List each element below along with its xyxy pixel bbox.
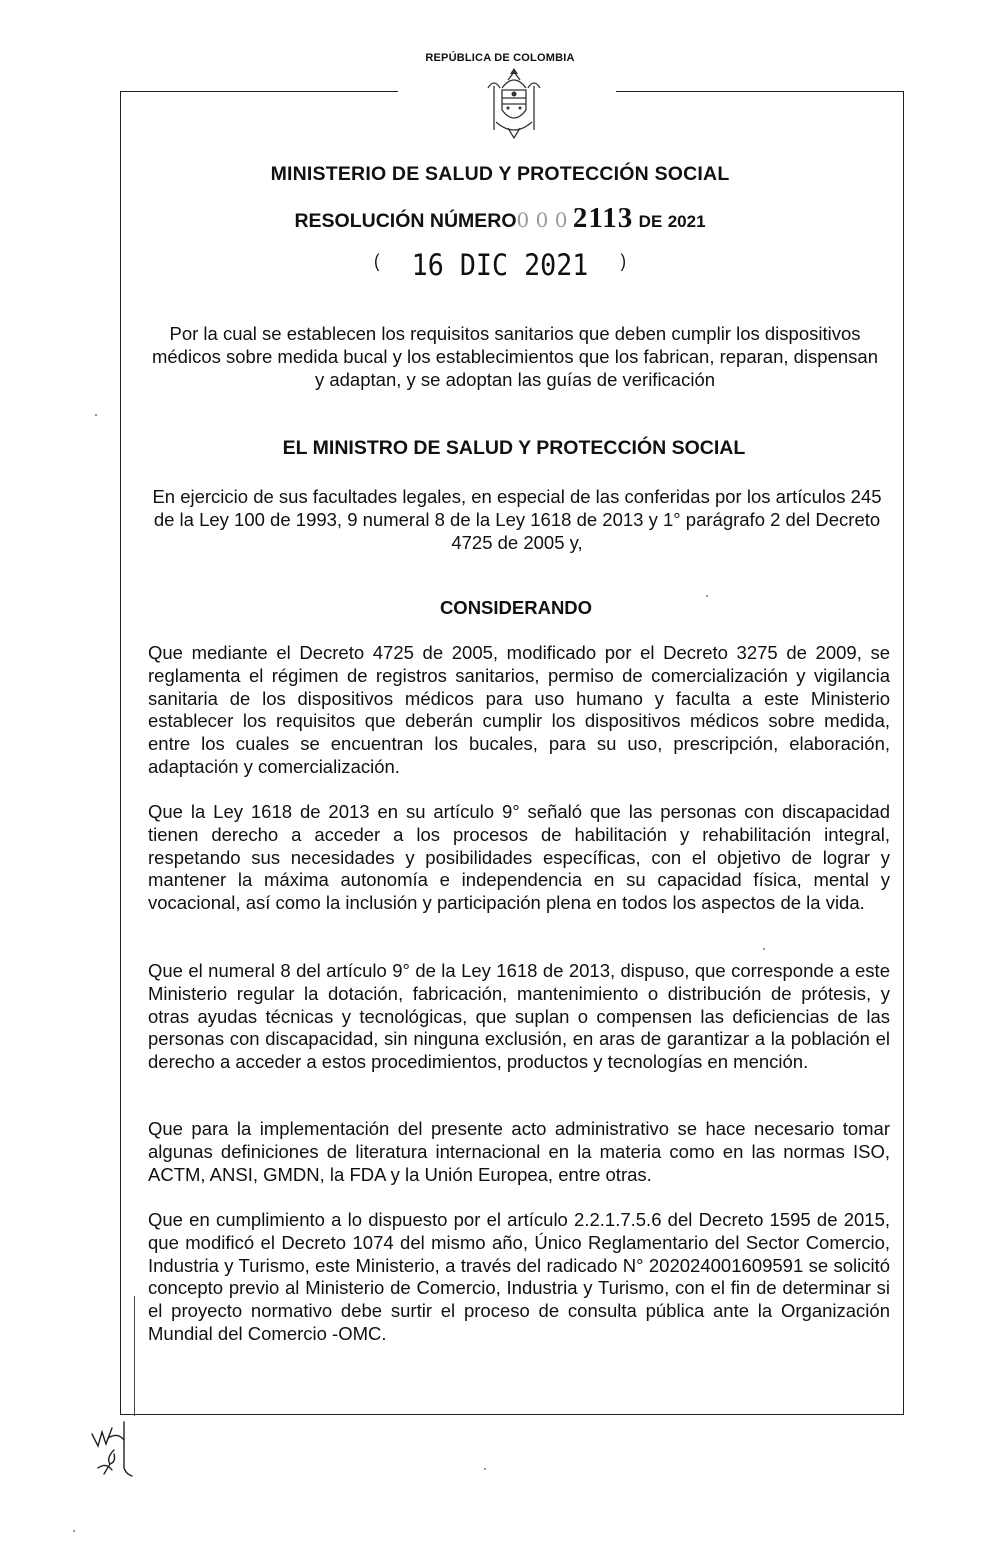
resolution-stamp: 0 0 0 [516, 208, 568, 232]
considering-heading: CONSIDERANDO [439, 597, 593, 618]
frame-line-inner [134, 1296, 135, 1416]
colombia-coat-of-arms-icon [472, 66, 556, 146]
resolution-label: RESOLUCIÓN NÚMERO [294, 210, 517, 232]
resolution-year: 2021 [667, 212, 706, 231]
resolution-of: DE [638, 212, 663, 231]
resolution-line [0, 202, 1000, 235]
date-open-paren: ( [374, 251, 380, 271]
ministry-title: MINISTERIO DE SALUD Y PROTECCIÓN SOCIAL [270, 163, 730, 185]
country-heading: REPÚBLICA DE COLOMBIA [425, 52, 575, 64]
faculties-paragraph: En ejercicio de sus facultades legales, en especial de las conferidas por los artículos 245 de la Ley 100 de 1993, 9 numeral 8 de la Ley 1618 de 2013 y 1° parágrafo 2 del Decreto 4725 de 2005 y, [152, 486, 882, 553]
frame-line-bottom [120, 1414, 904, 1415]
scan-speck [73, 1530, 75, 1532]
frame-line-right [903, 91, 904, 1415]
minister-title: EL MINISTRO DE SALUD Y PROTECCIÓN SOCIAL [282, 437, 746, 459]
scan-speck [763, 948, 765, 950]
considering-paragraph-3: Que el numeral 8 del artículo 9° de la Ley 1618 de 2013, dispuso, que corresponde a este Ministerio regular la dotación, fabricación, mantenimiento o distribución de prótesis, y otras ayudas técnicas y tecnológicas, que suplan o compensen las deficiencias de las personas con discapacidad, sin ninguna exclusión, en aras de garantizar a la población el derecho a acceder a estos procedimientos, productos y tecnologías en mención. [148, 960, 890, 1073]
handwritten-initials-icon [84, 1418, 144, 1478]
resolution-subject: Por la cual se establecen los requisitos sanitarios que deben cumplir los dispositivos médicos sobre medida bucal y los establecimientos que los fabrican, reparan, dispensan y adaptan, y se adoptan las guías de verificación [151, 323, 879, 390]
frame-line-left [120, 91, 121, 1415]
scan-speck [95, 414, 97, 416]
resolution-number: 2113 [572, 202, 634, 234]
scan-speck [706, 595, 708, 597]
frame-line-top-right [616, 91, 904, 92]
frame-line-top-left [120, 91, 398, 92]
considering-paragraph-2: Que la Ley 1618 de 2013 en su artículo 9° señaló que las personas con discapacidad tienen derecho a acceder a los procesos de habilitación y rehabilitación integral, respetando sus necesidades y posibilidades específicas, con el objetivo de lograr y mantener la máxima autonomía e independencia en su capacidad física, mental y vocacional, así como la inclusión y participación plena en todos los aspectos de la vida. [148, 801, 890, 914]
date-value: 16 DIC 2021 [411, 248, 589, 282]
considering-paragraph-4: Que para la implementación del presente acto administrativo se hace necesario tomar algunas definiciones de literatura internacional en la materia como en las normas ISO, ACTM, ANSI, GMDN, la FDA y la Unión Europea, entre otras. [148, 1118, 890, 1185]
considering-paragraph-1: Que mediante el Decreto 4725 de 2005, modificado por el Decreto 3275 de 2009, se reglamenta el régimen de registros sanitarios, permiso de comercialización y vigilancia sanitaria de los dispositivos médicos para uso humano y faculta a este Ministerio establecer los requisitos que deberán cumplir los dispositivos médicos sobre medida, entre los cuales se encuentran los bucales, para su uso, prescripción, elaboración, adaptación y comercialización. [148, 642, 890, 777]
date-close-paren: ) [620, 251, 626, 271]
date-stamp [40, 248, 960, 282]
scan-speck [484, 1468, 486, 1470]
considering-paragraph-5: Que en cumplimiento a lo dispuesto por el artículo 2.2.1.7.5.6 del Decreto 1595 de 2015, que modificó el Decreto 1074 del mismo año, Único Reglamentario del Sector Comercio, Industria y Turismo, este Ministerio, a través del radicado N° 202024001609591 se solicitó concepto previo al Ministerio de Comercio, Industria y Turismo, con el fin de determinar si el proyecto normativo debe surtir el proceso de consulta pública ante la Organización Mundial del Comercio -OMC. [148, 1209, 890, 1344]
